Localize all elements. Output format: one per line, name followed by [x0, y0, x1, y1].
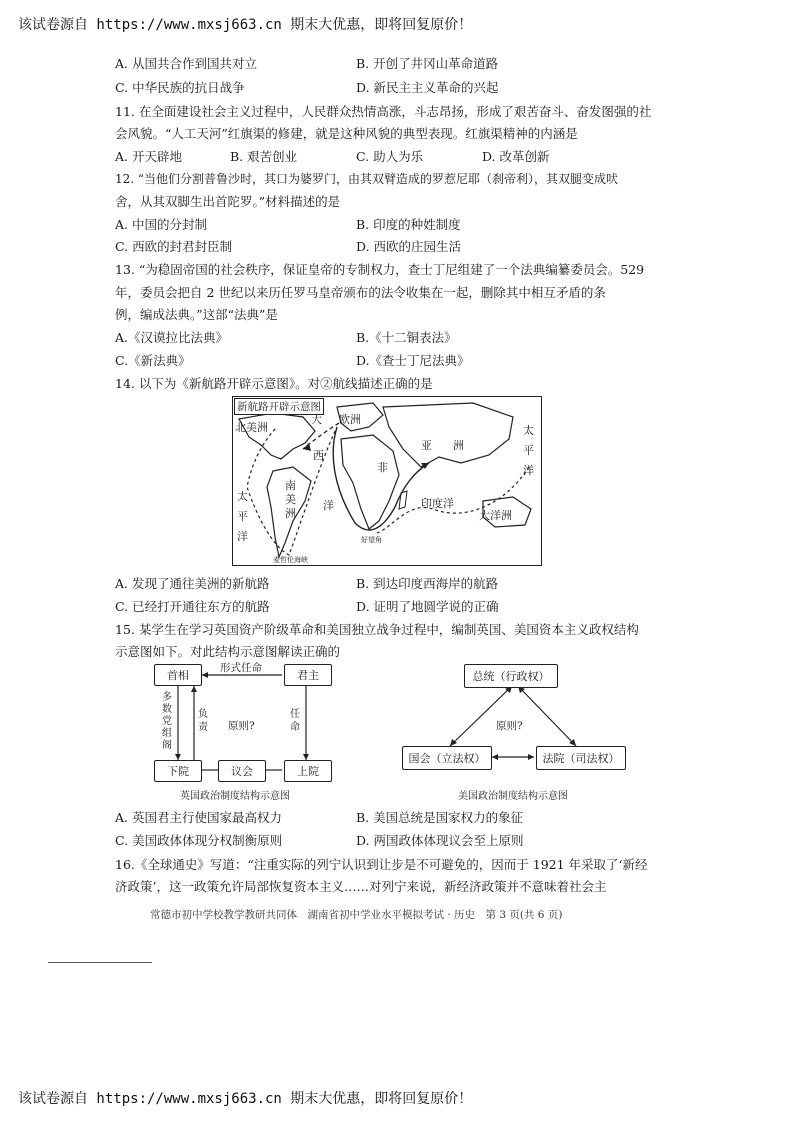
- q10-option-a: A. 从国共合作到国共对立: [115, 56, 257, 71]
- map-label-oceania: 大洋洲: [479, 509, 512, 522]
- q14-option-c: C. 已经打开通往东方的航路: [115, 599, 270, 614]
- q13-option-b: B.《十二铜表法》: [356, 330, 457, 345]
- us-box-congress: 国会（立法权）: [402, 746, 492, 770]
- map-label-africa: 非: [377, 461, 388, 474]
- q12-stem-line2: 舍，从其双脚生出首陀罗。”材料描述的是: [115, 194, 341, 209]
- us-box-court: 法院（司法权）: [536, 746, 626, 770]
- map-drawing: [233, 397, 541, 565]
- q14-option-b: B. 到达印度西海岸的航路: [356, 576, 499, 591]
- watermark-bottom: 该试卷源自 https://www.mxsj663.cn 期末大优惠，即将回复原价！: [18, 1091, 473, 1107]
- map-label-asia-1: 亚: [421, 439, 432, 452]
- q16-stem-line2: 济政策’，这一政策允许局部恢复资本主义……对列宁来说，新经济政策并不意味着社会主: [115, 879, 607, 894]
- q13-stem-line3: 例，编成法典。”这部“法典”是: [115, 307, 278, 322]
- q15-option-c: C. 美国政体体现分权制衡原则: [115, 833, 283, 848]
- uk-box-lords: 上院: [284, 760, 332, 782]
- q12-option-c: C. 西欧的封君封臣制: [115, 239, 233, 254]
- q10-option-b: B. 开创了井冈山革命道路: [356, 56, 499, 71]
- uk-label-appoint: 任命: [290, 709, 300, 733]
- q12-option-b: B. 印度的种姓制度: [356, 217, 461, 232]
- map-label-cape: 好望角: [361, 536, 382, 544]
- map-title: 新航路开辟示意图: [234, 398, 324, 415]
- watermark-top: 该试卷源自 https://www.mxsj663.cn 期末大优惠，即将回复原价！: [18, 17, 473, 33]
- map-label-pacific-left: 太平洋: [237, 490, 248, 543]
- q15-option-b: B. 美国总统是国家权力的象征: [356, 810, 524, 825]
- map-label-europe: 欧洲: [339, 413, 361, 426]
- q12-stem-line1: 12. “当他们分割普鲁沙时，其口为婆罗门，由其双臂造成的罗惹尼耶（刹帝利），其双腿变成吠: [115, 172, 619, 186]
- uk-label-majority: 多数党组阁: [162, 692, 172, 751]
- uk-label-principle: 原则?: [228, 720, 255, 732]
- map-label-south-america: 南美洲: [285, 479, 296, 520]
- us-box-president: 总统（行政权）: [464, 664, 558, 688]
- us-diagram: [400, 662, 630, 802]
- q14-option-d: D. 证明了地圆学说的正确: [356, 599, 499, 614]
- q11-stem-line2: 会风貌。“人工天河”红旗渠的修建，就是这种风貌的典型表现。红旗渠精神的内涵是: [115, 126, 578, 141]
- q15-stem-line2: 示意图如下。对此结构示意图解读正确的: [115, 644, 341, 659]
- q15-option-d: D. 两国政体体现议会至上原则: [356, 833, 524, 848]
- q14-option-a: A. 发现了通往美洲的新航路: [115, 576, 270, 591]
- uk-box-parliament: 议会: [218, 760, 266, 782]
- us-caption: 美国政治制度结构示意图: [458, 791, 568, 802]
- q13-stem-line2: 年，委员会把自 2 世纪以来历任罗马皇帝颁布的法令收集在一起，删除其中相互矛盾的条: [115, 285, 606, 300]
- uk-label-formal-appointment: 形式任命: [220, 662, 262, 674]
- map-label-atlantic-3: 洋: [323, 499, 334, 512]
- us-label-principle: 原则?: [496, 720, 523, 732]
- uk-caption: 英国政治制度结构示意图: [180, 791, 290, 802]
- q12-option-d: D. 西欧的庄园生活: [356, 239, 462, 254]
- q16-stem-line1: 16.《全球通史》写道：“注重实际的列宁认识到让步是不可避免的，因而于 1921 年采取了‘新经: [115, 857, 648, 872]
- uk-box-commons: 下院: [154, 760, 202, 782]
- page-footer: 常德市初中学校教学教研共同体 湖南省初中学业水平模拟考试 · 历史 第 3 页(共 6 页): [150, 909, 563, 921]
- q14-stem: 14. 以下为《新航路开辟示意图》。对②航线描述正确的是: [115, 376, 433, 391]
- map-label-atlantic-1: 大: [311, 413, 322, 426]
- q11-option-c: C. 助人为乐: [356, 149, 424, 164]
- divider-line: [48, 962, 152, 963]
- map-label-north-america: 北美洲: [235, 421, 268, 434]
- q13-option-d: D.《查士丁尼法典》: [356, 353, 470, 368]
- q10-option-d: D. 新民主主义革命的兴起: [356, 80, 499, 95]
- q13-option-c: C.《新法典》: [115, 353, 191, 368]
- uk-label-responsible: 负责: [198, 709, 208, 733]
- q13-stem-line1: 13. “为稳固帝国的社会秩序，保证皇帝的专制权力，查士丁尼组建了一个法典编纂委员会。529: [115, 262, 645, 277]
- map-label-pacific-right: 太平洋: [523, 424, 534, 477]
- q15-option-a: A. 英国君主行使国家最高权力: [115, 810, 282, 825]
- map-label-asia-2: 洲: [453, 439, 464, 452]
- uk-diagram: [150, 662, 350, 802]
- q12-option-a: A. 中国的分封制: [115, 217, 207, 232]
- q11-option-b: B. 艰苦创业: [230, 149, 298, 164]
- q11-option-d: D. 改革创新: [482, 149, 550, 164]
- q11-stem-line1: 11. 在全面建设社会主义过程中，人民群众热情高涨，斗志昂扬，形成了艰苦奋斗、奋发图强的社: [115, 104, 652, 119]
- uk-box-monarch: 君主: [284, 664, 332, 686]
- uk-box-prime-minister: 首相: [154, 664, 202, 686]
- q13-option-a: A.《汉谟拉比法典》: [115, 330, 229, 345]
- q15-stem-line1: 15. 某学生在学习英国资产阶级革命和美国独立战争过程中，编制英国、美国资本主义政权结构: [115, 622, 639, 637]
- voyage-map: [232, 396, 542, 566]
- map-label-indian-ocean: 印度洋: [421, 497, 454, 510]
- q11-option-a: A. 开天辟地: [115, 149, 182, 164]
- map-label-atlantic-2: 西: [313, 449, 324, 462]
- map-label-magellan: 麦哲伦海峡: [273, 556, 308, 564]
- q10-option-c: C. 中华民族的抗日战争: [115, 80, 245, 95]
